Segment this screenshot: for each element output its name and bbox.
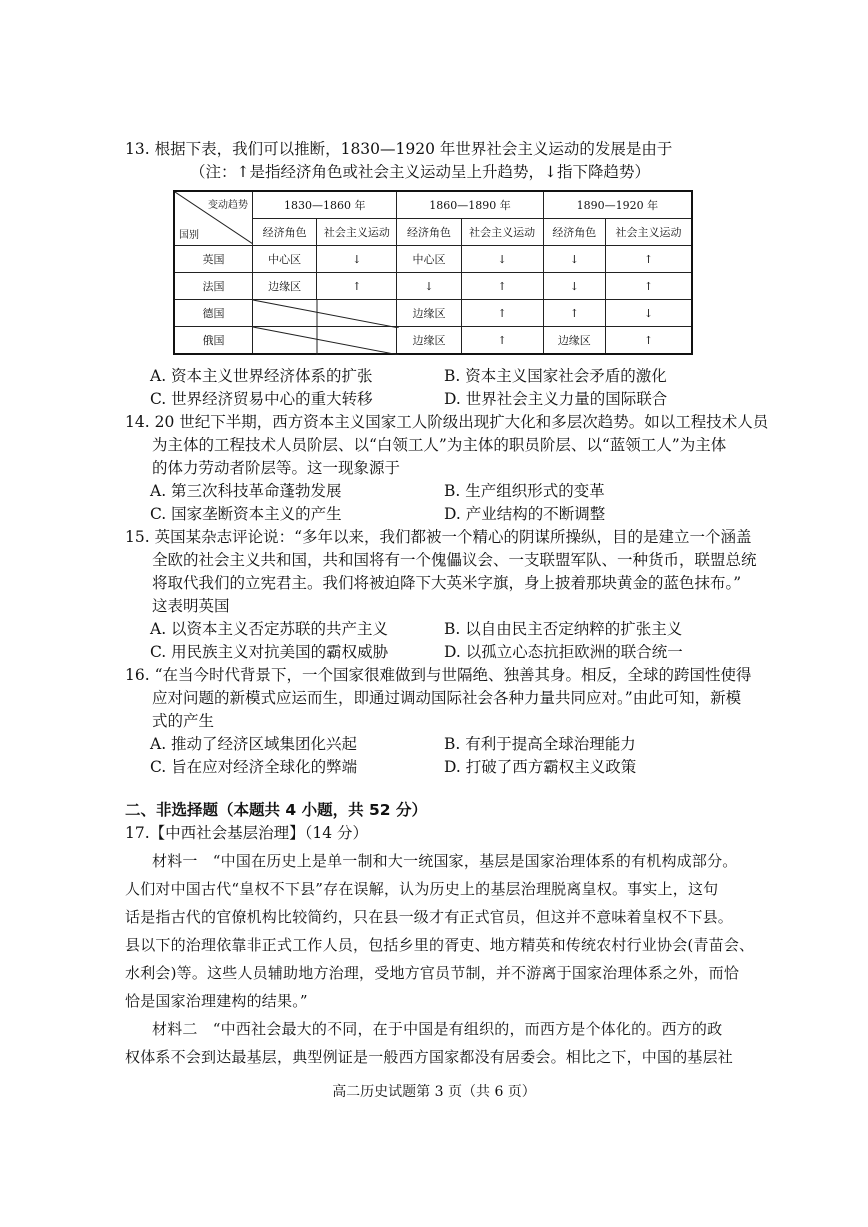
table-cell: ↓ [397, 273, 461, 300]
q14-option-b: B. 生产组织形式的变革 [444, 482, 605, 500]
q16-option-c: C. 旨在应对经济全球化的弊端 [150, 758, 358, 776]
q13-table [173, 190, 693, 355]
material1-line: 话是指古代的官僚机构比较简约，只在县一级才有正式官员，但这并不意味着皇权不下县。 [125, 908, 734, 926]
table-cell: ↑ [605, 327, 692, 355]
table-row [174, 246, 692, 273]
table-cell: ↑ [461, 327, 543, 355]
material1-line: 水利会)等。这些人员辅助地方治理，受地方官员节制，并不游离于国家治理体系之外，而恰 [125, 964, 740, 982]
table-row [174, 327, 692, 355]
q15-option-c: C. 用民族主义对抗美国的霸权威胁 [150, 643, 389, 661]
q17-title: 17.【中西社会基层治理】（14 分） [125, 824, 369, 842]
q15-line: 15. 英国某杂志评论说：“多年以来，我们都被一个精心的阴谋所操纵，目的是建立一个涵盖 [125, 528, 752, 546]
sub-header: 经济角色 [253, 219, 317, 246]
period-header: 1830—1860 年 [253, 191, 397, 219]
sub-header: 社会主义运动 [461, 219, 543, 246]
table-cell: ↓ [317, 246, 397, 273]
corner-bottom-label: 国别 [179, 230, 199, 241]
table-row [174, 300, 692, 327]
table-cell: ↓ [543, 246, 605, 273]
table-cell: 边缘区 [397, 300, 461, 327]
corner-top-label: 变动趋势 [208, 200, 249, 211]
empty-slashed-cell [253, 300, 397, 327]
table-cell: 边缘区 [543, 327, 605, 355]
table-cell: 中心区 [253, 246, 317, 273]
material2-line: 权体系不会到达最基层，典型例证是一般西方国家都没有居委会。相比之下，中国的基层社 [125, 1048, 734, 1066]
table-cell: ↓ [461, 246, 543, 273]
country-cell: 俄国 [174, 327, 253, 355]
q16-line: 16. “在当今时代背景下，一个国家很难做到与世隔绝、独善其身。相反，全球的跨国性使得 [125, 666, 752, 684]
q13-option-d: D. 世界社会主义力量的国际联合 [444, 390, 668, 408]
material1-line: 材料一 “中国在历史上是单一制和大一统国家，基层是国家治理体系的有机构成部分。 [152, 852, 738, 870]
q14-option-c: C. 国家垄断资本主义的产生 [150, 505, 342, 523]
period-header: 1860—1890 年 [397, 191, 543, 219]
table-cell: ↑ [317, 273, 397, 300]
table-cell: ↓ [543, 273, 605, 300]
q13-option-b: B. 资本主义国家社会矛盾的激化 [444, 367, 667, 385]
q14-line: 14. 20 世纪下半期，西方资本主义国家工人阶级出现扩大化和多层次趋势。如以工程技术人员 [125, 413, 769, 431]
table-cell: 边缘区 [253, 273, 317, 300]
q15-option-a: A. 以资本主义否定苏联的共产主义 [150, 620, 389, 638]
section-title: 二、非选择题（本题共 4 小题，共 52 分） [125, 801, 427, 819]
cell-diagonal [253, 327, 399, 355]
q16-option-b: B. 有利于提高全球治理能力 [444, 735, 636, 753]
table-cell: 中心区 [397, 246, 461, 273]
page-footer: 高二历史试题第 3 页（共 6 页） [332, 1084, 536, 1100]
q14-option-a: A. 第三次科技革命蓬勃发展 [150, 482, 342, 500]
q15-option-d: D. 以孤立心态抗拒欧洲的联合统一 [444, 643, 683, 661]
table-cell: ↑ [605, 246, 692, 273]
q15-option-b: B. 以自由民主否定纳粹的扩张主义 [444, 620, 683, 638]
sub-header: 经济角色 [397, 219, 461, 246]
period-header: 1890—1920 年 [543, 191, 692, 219]
sub-header: 社会主义运动 [605, 219, 692, 246]
material2-line: 材料二 “中西社会最大的不同，在于中国是有组织的，而西方是个体化的。西方的政 [152, 1020, 723, 1038]
q16-line: 式的产生 [152, 712, 215, 730]
q16-option-a: A. 推动了经济区域集团化兴起 [150, 735, 358, 753]
table-cell: ↑ [461, 273, 543, 300]
table-cell: ↓ [605, 300, 692, 327]
table-cell: ↑ [461, 300, 543, 327]
sub-header: 经济角色 [543, 219, 605, 246]
q13-note: （注：↑是指经济角色或社会主义运动呈上升趋势，↓指下降趋势） [190, 163, 650, 181]
q15-line: 这表明英国 [152, 597, 230, 615]
material1-line: 人们对中国古代“皇权不下县”存在误解，认为历史上的基层治理脱离皇权。事实上，这句 [125, 880, 719, 898]
empty-slashed-cell [253, 327, 397, 355]
country-cell: 德国 [174, 300, 253, 327]
table-corner-cell [174, 191, 253, 246]
cell-diagonal [253, 300, 399, 328]
q16-option-d: D. 打破了西方霸权主义政策 [444, 758, 637, 776]
q13-stem: 13. 根据下表，我们可以推断，1830—1920 年世界社会主义运动的发展是由于 [125, 140, 673, 158]
q14-line: 的体力劳动者阶层等。这一现象源于 [152, 459, 401, 477]
q15-line: 全欧的社会主义共和国，共和国将有一个傀儡议会、一支联盟军队、一种货币，联盟总统 [152, 551, 757, 569]
sub-header: 社会主义运动 [317, 219, 397, 246]
q14-line: 为主体的工程技术人员阶层、以“白领工人”为主体的职员阶层、以“蓝领工人”为主体 [152, 436, 727, 454]
material1-line: 恰是国家治理建构的结果。” [125, 992, 308, 1010]
q16-line: 应对问题的新模式应运而生，即通过调动国际社会各种力量共同应对。”由此可知，新模 [152, 689, 742, 707]
country-cell: 法国 [174, 273, 253, 300]
material1-line: 县以下的治理依靠非正式工作人员，包括乡里的胥吏、地方精英和传统农村行业协会(青苗会、 [125, 936, 755, 954]
q14-option-d: D. 产业结构的不断调整 [444, 505, 606, 523]
country-cell: 英国 [174, 246, 253, 273]
q13-option-a: A. 资本主义世界经济体系的扩张 [150, 367, 373, 385]
table-row [174, 273, 692, 300]
table-cell: 边缘区 [397, 327, 461, 355]
q15-line: 将取代我们的立宪君主。我们将被迫降下大英米字旗，身上披着那块黄金的蓝色抹布。” [152, 574, 742, 592]
table-cell: ↑ [543, 300, 605, 327]
table-cell: ↑ [605, 273, 692, 300]
q13-option-c: C. 世界经济贸易中心的重大转移 [150, 390, 373, 408]
